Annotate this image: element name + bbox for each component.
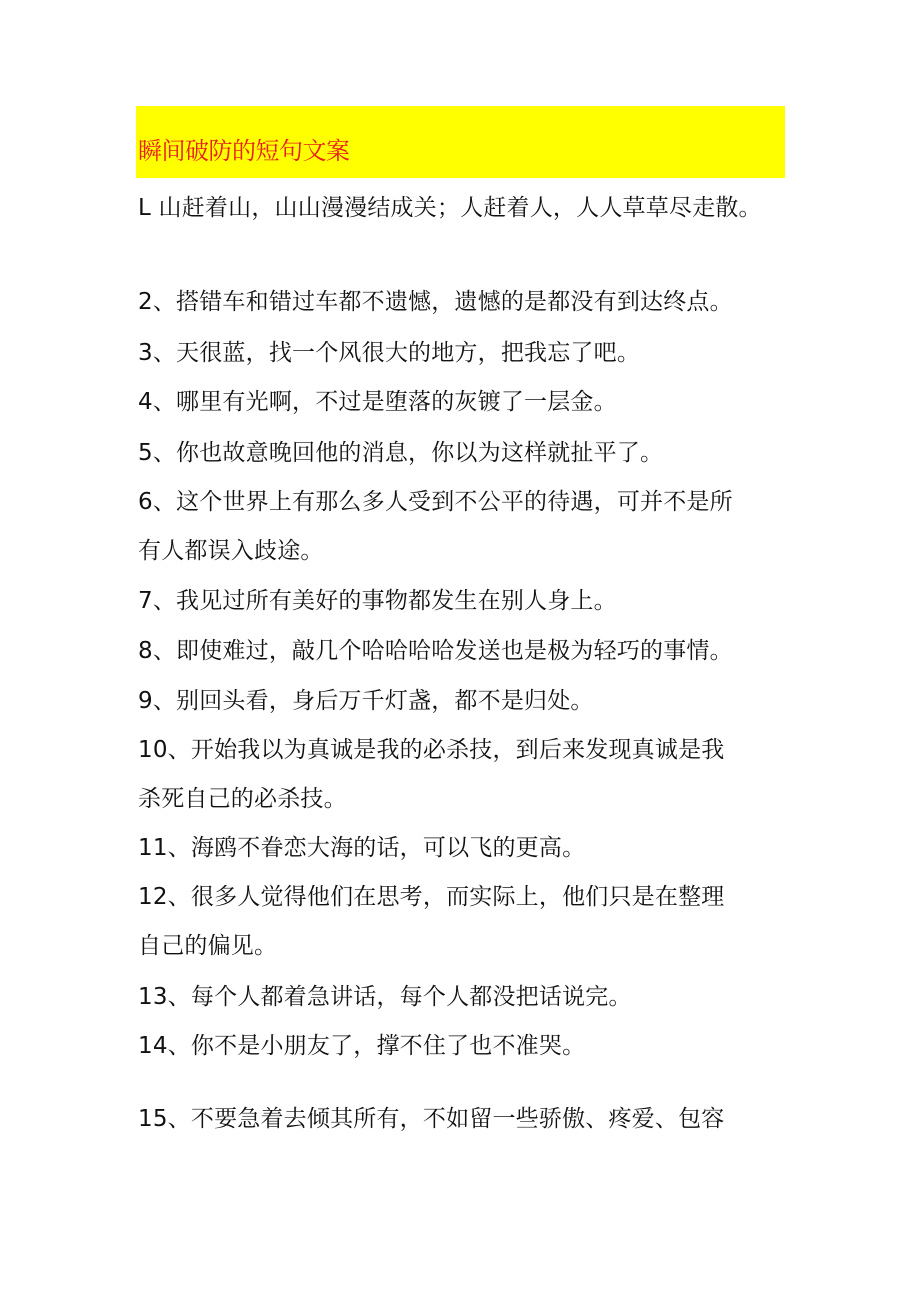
text-line: 15、不要急着去倾其所有，不如留一些骄傲、疼爱、包容	[138, 1106, 725, 1132]
text-line: L 山赶着山，山山漫漫结成关；人赶着人，人人草草尽走散。	[138, 195, 762, 221]
text-line: 9、别回头看，身后万千灯盏，都不是归处。	[138, 688, 594, 714]
text-line: 3、天很蓝，找一个风很大的地方，把我忘了吧。	[138, 340, 641, 366]
text-line: 7、我见过所有美好的事物都发生在别人身上。	[138, 588, 617, 614]
text-line: 14、你不是小朋友了，撑不住了也不准哭。	[138, 1033, 586, 1059]
text-line: 13、每个人都着急讲话，每个人都没把话说完。	[138, 984, 632, 1010]
text-line: 有人都误入歧途。	[138, 538, 324, 564]
text-line: 2、搭错车和错过车都不遗憾，遗憾的是都没有到达终点。	[138, 289, 733, 315]
text-line: 8、即使难过，敲几个哈哈哈哈发送也是极为轻巧的事情。	[138, 638, 733, 664]
text-line: 11、海鸥不眷恋大海的话，可以飞的更高。	[138, 835, 586, 861]
title-highlight	[136, 106, 785, 178]
text-line: 10、开始我以为真诚是我的必杀技，到后来发现真诚是我	[138, 737, 725, 763]
text-line: 自己的偏见。	[138, 933, 278, 959]
text-line: 杀死自己的必杀技。	[138, 786, 347, 812]
text-line: 5、你也故意晚回他的消息，你以为这样就扯平了。	[138, 440, 664, 466]
document-title: 瞬间破防的短句文案	[138, 137, 350, 165]
text-line: 6、这个世界上有那么多人受到不公平的待遇，可并不是所	[138, 489, 733, 515]
text-line: 12、很多人觉得他们在思考，而实际上，他们只是在整理	[138, 884, 725, 910]
text-line: 4、哪里有光啊，不过是堕落的灰镀了一层金。	[138, 389, 617, 415]
